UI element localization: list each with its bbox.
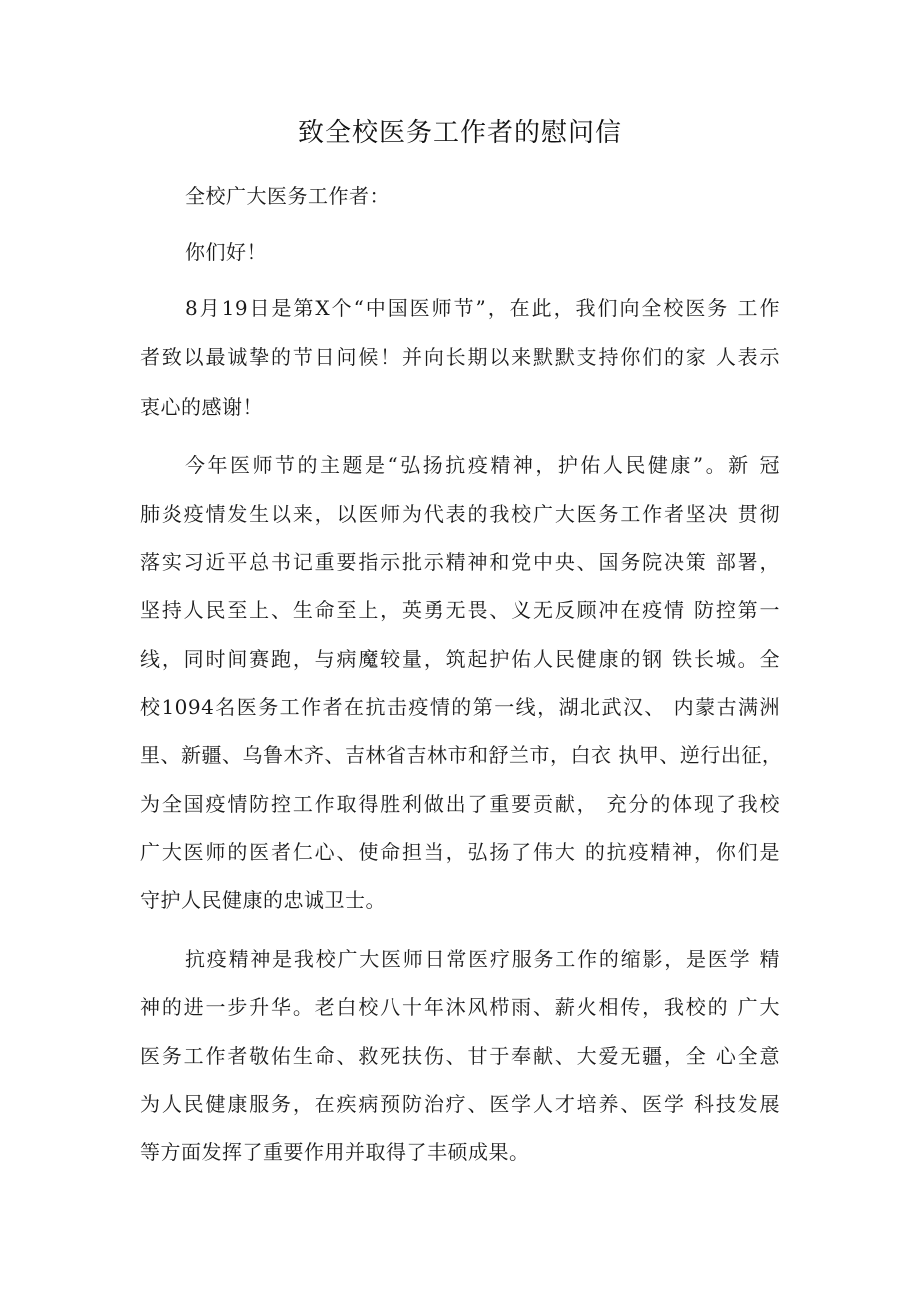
paragraph-3-line-2: 神的进一步升华。老白校八十年沐风栉雨、薪火相传，我校的 广大 [140,995,780,1019]
paragraph-2-line-2: 肺炎疫情发生以来，以医师为代表的我校广大医务工作者坚决 贯彻 [140,502,780,526]
paragraph-2-line-5: 线，同时间赛跑，与病魔较量，筑起护佑人民健康的钢 铁长城。全 [140,647,780,671]
paragraph-2-line-4: 坚持人民至上、生命至上，英勇无畏、义无反顾冲在疫情 防控第一 [140,598,780,622]
paragraph-2-line-1: 今年医师节的主题是“弘扬抗疫精神，护佑人民健康”。新 冠 [185,453,780,477]
paragraph-1-line-2: 者致以最诚挚的节日问候！并向长期以来默默支持你们的家 人表示 [140,345,780,369]
paragraph-2-line-8: 为全国疫情防控工作取得胜利做出了重要贡献， 充分的体现了我校 [140,792,780,816]
paragraph-2-line-6: 校1094名医务工作者在抗击疫情的第一线，湖北武汉、 内蒙古满洲 [140,695,780,719]
paragraph-3-line-1: 抗疫精神是我校广大医师日常医疗服务工作的缩影，是医学 精 [185,947,780,971]
paragraph-2-line-7: 里、新疆、乌鲁木齐、吉林省吉林市和舒兰市，白衣 执甲、逆行出征， [140,743,783,767]
document-title: 致全校医务工作者的慰问信 [297,118,622,148]
paragraph-1-line-1: 8月19日是第X个“中国医师节”，在此，我们向全校医务 工作 [185,296,780,320]
paragraph-2-line-10: 守护人民健康的忠诚卫士。 [140,888,386,912]
salutation-line: 你们好！ [185,240,267,264]
paragraph-3-line-3: 医务工作者敬佑生命、救死扶伤、甘于奉献、大爱无疆，全 心全意 [140,1044,780,1068]
paragraph-3-line-5: 等方面发挥了重要作用并取得了丰硕成果。 [140,1140,530,1164]
paragraph-2-line-3: 落实习近平总书记重要指示批示精神和党中央、国务院决策 部署， [140,550,780,574]
paragraph-1-line-3: 衷心的感谢！ [140,395,263,419]
paragraph-2-line-9: 广大医师的医者仁心、使命担当，弘扬了伟大 的抗疫精神，你们是 [140,840,780,864]
paragraph-3-line-4: 为人民健康服务，在疾病预防治疗、医学人才培养、医学 科技发展 [140,1092,780,1116]
greeting-line: 全校广大医务工作者： [185,184,390,208]
